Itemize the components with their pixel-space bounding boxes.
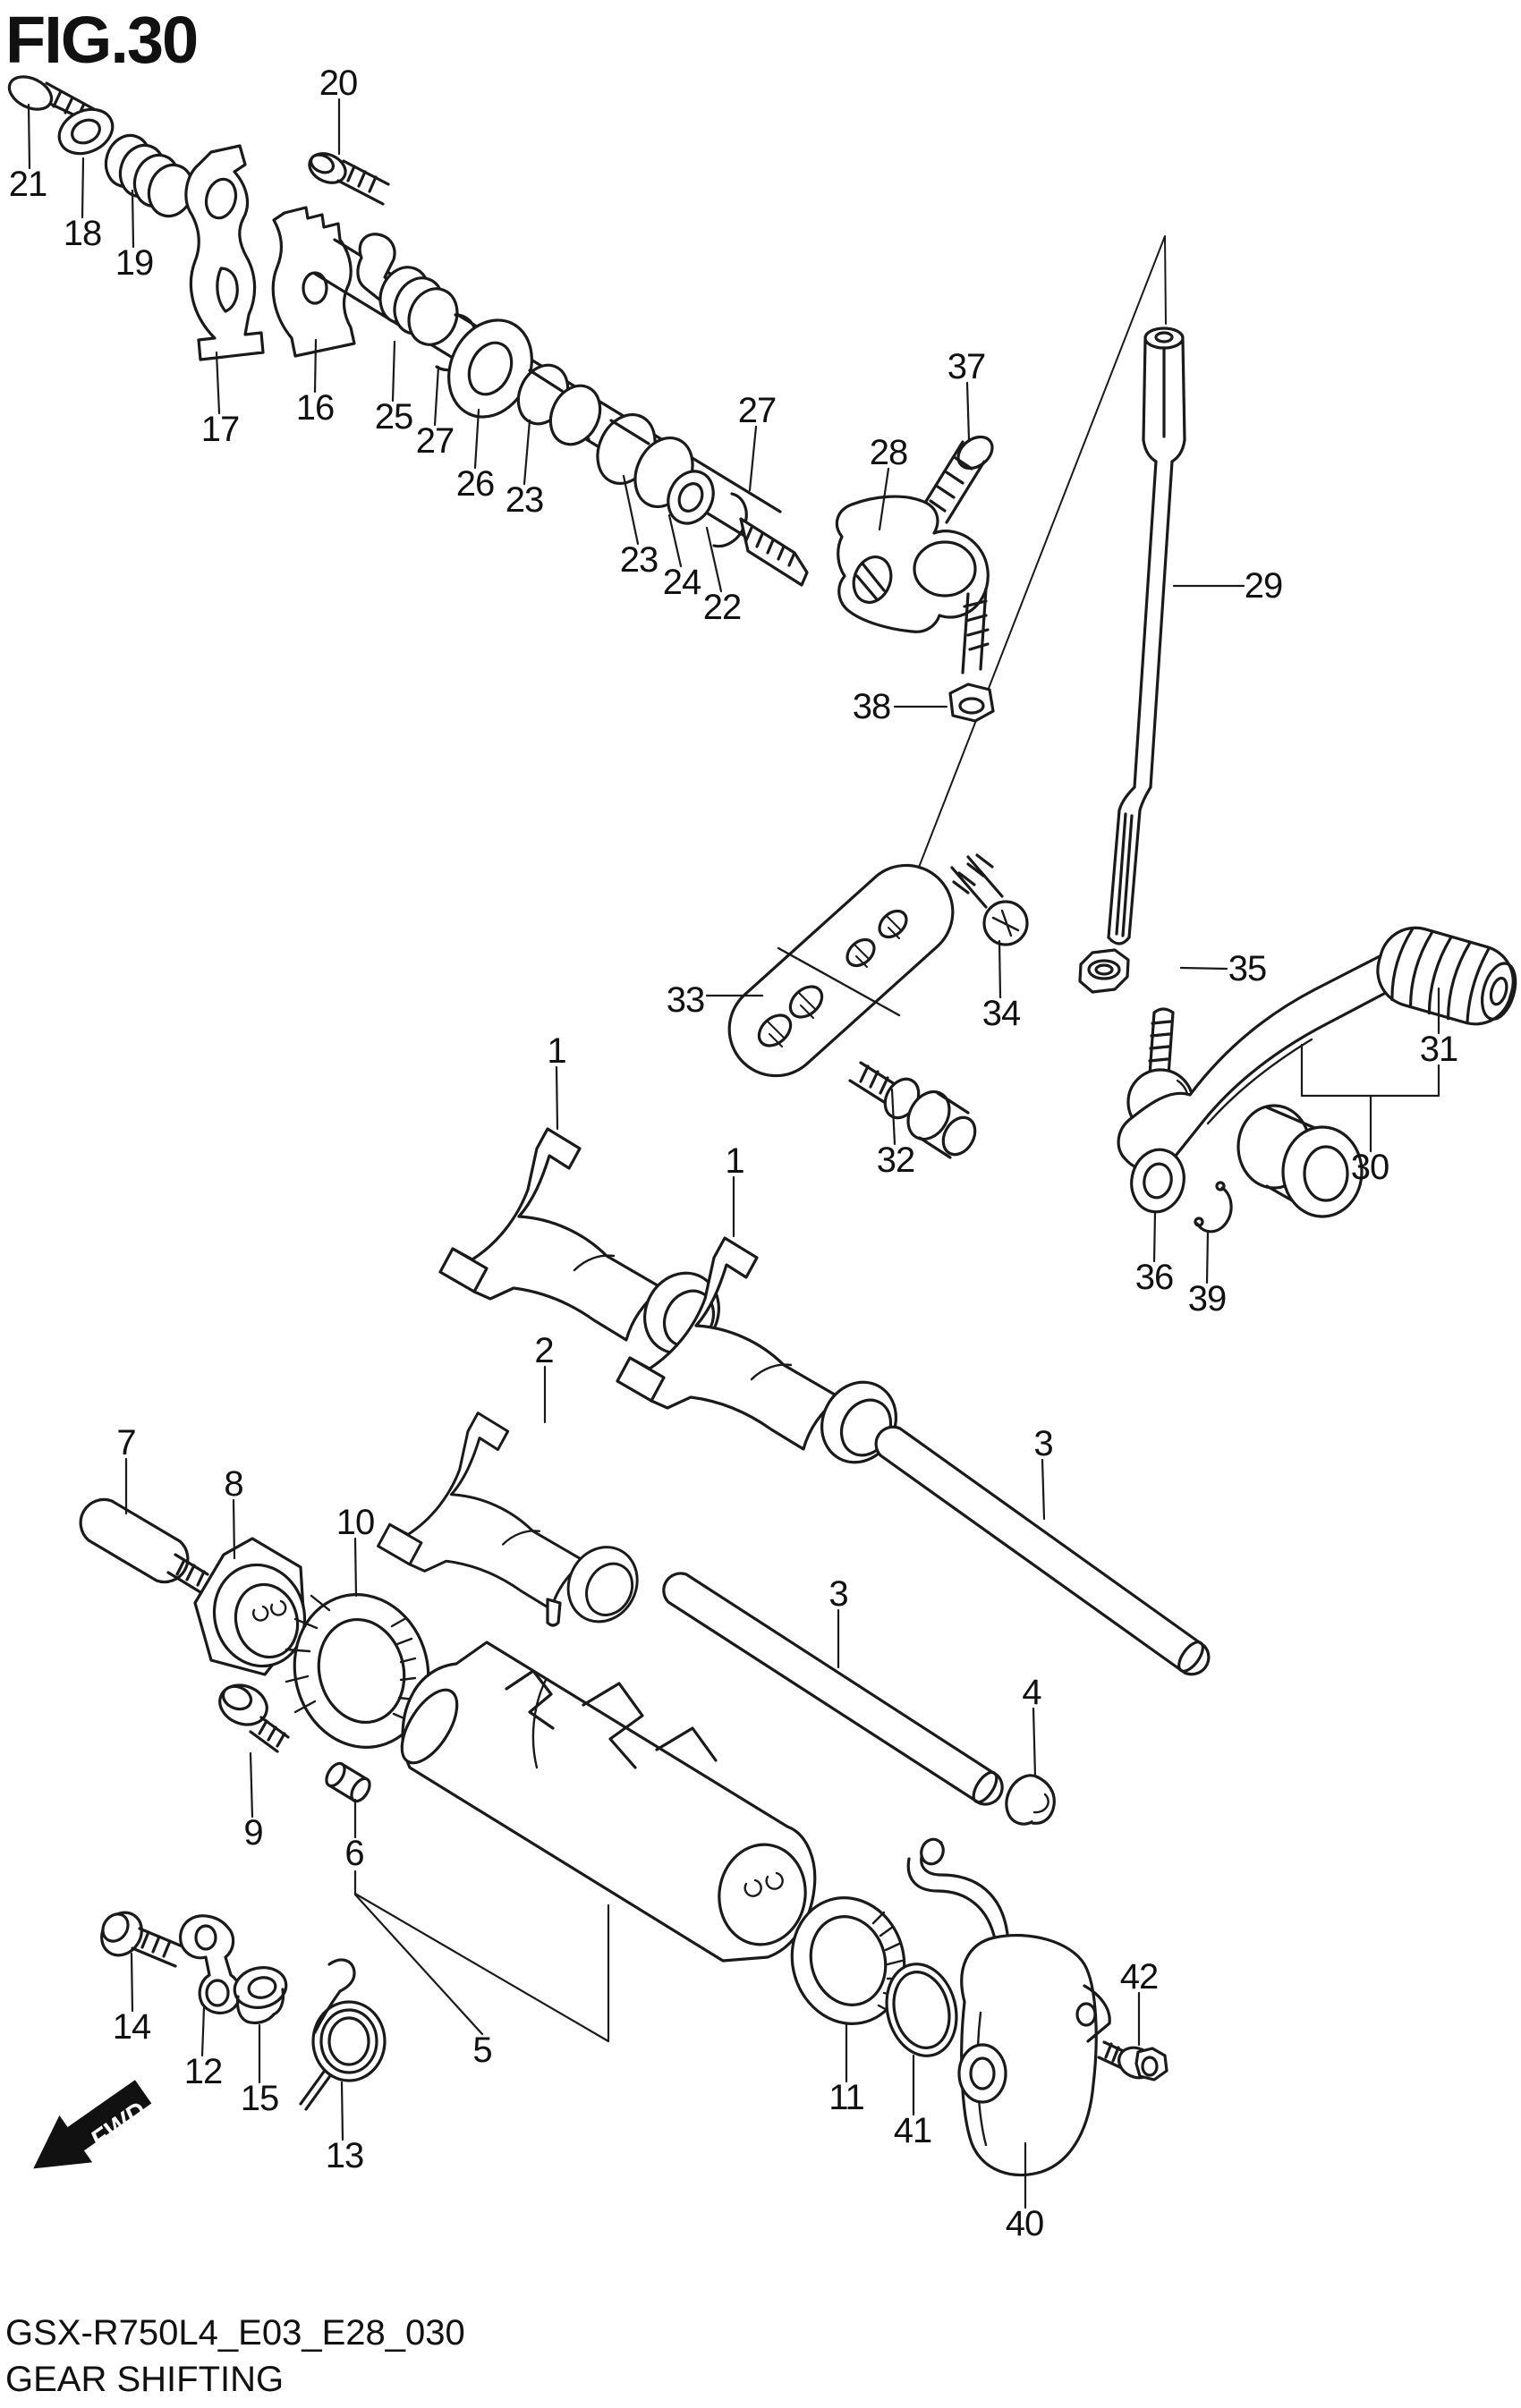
leader-9 <box>251 1753 252 1817</box>
callout-4: 4 <box>1022 1673 1041 1712</box>
callout-30: 30 <box>1350 1148 1389 1187</box>
callout-26: 26 <box>455 464 495 504</box>
arm-33-drawing <box>710 846 973 1095</box>
footer-title: GEAR SHIFTING <box>5 2360 285 2399</box>
callout-19: 19 <box>115 243 154 283</box>
bolt-20-drawing <box>305 148 388 204</box>
footer-code: GSX-R750L4_E03_E28_030 <box>5 2313 465 2353</box>
callout-16: 16 <box>295 388 335 428</box>
callout-23-right: 23 <box>619 540 659 580</box>
bushing-15-drawing <box>231 1963 290 2022</box>
callout-2: 2 <box>534 1331 554 1370</box>
leader-34 <box>999 941 1000 997</box>
leader-22 <box>707 528 721 591</box>
callout-20: 20 <box>319 64 358 103</box>
leader-10 <box>355 1539 356 1596</box>
leader-5 <box>355 1894 608 2041</box>
fork-2-pin-drawing <box>548 1599 560 1625</box>
callout-40: 40 <box>1005 2204 1044 2243</box>
nut-38-drawing <box>950 684 993 721</box>
leader-4 <box>1033 1708 1035 1776</box>
callout-15: 15 <box>240 2079 279 2118</box>
callout-3-lower: 3 <box>828 1574 848 1614</box>
shift-cam-5-drawing <box>391 1642 815 1961</box>
leader-27-right <box>750 427 756 490</box>
callout-35: 35 <box>1228 949 1267 988</box>
callout-9: 9 <box>243 1813 263 1853</box>
callout-12: 12 <box>183 2052 223 2091</box>
callout-33: 33 <box>666 980 705 1020</box>
callout-13: 13 <box>325 2136 364 2175</box>
screw-37-drawing <box>925 430 998 522</box>
callout-22: 22 <box>702 588 742 627</box>
leader-35 <box>1181 968 1227 969</box>
rod-29-drawing <box>1109 328 1185 944</box>
callout-42: 42 <box>1119 1957 1159 1997</box>
callout-37: 37 <box>947 347 986 386</box>
pin-6-drawing <box>323 1760 373 1804</box>
shift-arm-17-drawing <box>186 146 263 360</box>
callout-34: 34 <box>981 994 1021 1033</box>
circlip-39-drawing <box>1195 1183 1231 1232</box>
callout-21: 21 <box>8 165 47 204</box>
callout-5: 5 <box>472 2031 492 2070</box>
callout-25: 25 <box>374 397 413 437</box>
callout-39: 39 <box>1187 1279 1227 1318</box>
callout-3-upper: 3 <box>1033 1424 1053 1463</box>
callout-7: 7 <box>116 1423 136 1463</box>
pin-7-drawing <box>81 1499 208 1592</box>
callout-17: 17 <box>200 410 240 449</box>
nut-35-drawing <box>1080 950 1128 992</box>
leader-17 <box>217 352 219 413</box>
callout-23-left: 23 <box>505 480 544 520</box>
shift-fork-2-drawing <box>378 1413 650 1634</box>
fwd-label: FWD <box>85 2096 153 2156</box>
leader-13 <box>342 2082 343 2140</box>
bolt-9-drawing <box>214 1678 288 1751</box>
callout-28: 28 <box>869 433 908 472</box>
callout-36: 36 <box>1134 1258 1174 1297</box>
callout-24: 24 <box>662 563 701 602</box>
callout-6: 6 <box>344 1834 364 1873</box>
screw-34-drawing <box>952 855 1027 945</box>
joint-28-drawing <box>837 496 988 673</box>
callout-8: 8 <box>224 1464 243 1504</box>
shaft-splined-end-drawing <box>741 519 807 585</box>
callout-14: 14 <box>112 2007 151 2047</box>
callout-41: 41 <box>893 2111 932 2150</box>
leader-30 <box>1302 1045 1439 1096</box>
callout-18: 18 <box>63 214 102 253</box>
leader-23-left <box>524 420 530 484</box>
leader-3-upper <box>1042 1460 1044 1519</box>
leader-16 <box>315 340 316 392</box>
lever-12-drawing <box>181 1916 241 2014</box>
callout-10: 10 <box>336 1503 375 1542</box>
callout-1-right: 1 <box>725 1141 744 1181</box>
callout-1-left: 1 <box>547 1031 566 1071</box>
leader-12 <box>202 2007 204 2056</box>
pedal-rubber-31-drawing <box>1369 920 1521 1034</box>
leader-36 <box>1154 1213 1155 1261</box>
callout-32: 32 <box>876 1140 915 1180</box>
spring-19-drawing <box>99 130 200 222</box>
leader-25 <box>393 342 395 401</box>
plug-4-drawing <box>999 1768 1056 1830</box>
callout-29: 29 <box>1244 566 1283 606</box>
leader-39 <box>1207 1231 1208 1283</box>
callout-11: 11 <box>828 2078 864 2117</box>
leader-19 <box>132 191 133 247</box>
bolt-14-drawing <box>94 1905 183 1966</box>
callout-38: 38 <box>852 687 891 726</box>
leader-5 <box>355 1871 482 2034</box>
bolt-42-drawing <box>1099 2042 1167 2083</box>
callout-27-right: 27 <box>737 391 777 430</box>
callout-31: 31 <box>1419 1030 1458 1069</box>
callout-27-left: 27 <box>415 421 455 461</box>
stud-32-drawing <box>850 1063 981 1160</box>
leader-26 <box>475 410 479 468</box>
leader-37 <box>967 383 969 440</box>
leader-21 <box>29 105 30 168</box>
leader-27-left <box>435 367 438 425</box>
figure-title: FIG.30 <box>5 3 198 77</box>
shift-fork-1-right-drawing <box>617 1238 910 1475</box>
leader-18 <box>82 158 83 217</box>
